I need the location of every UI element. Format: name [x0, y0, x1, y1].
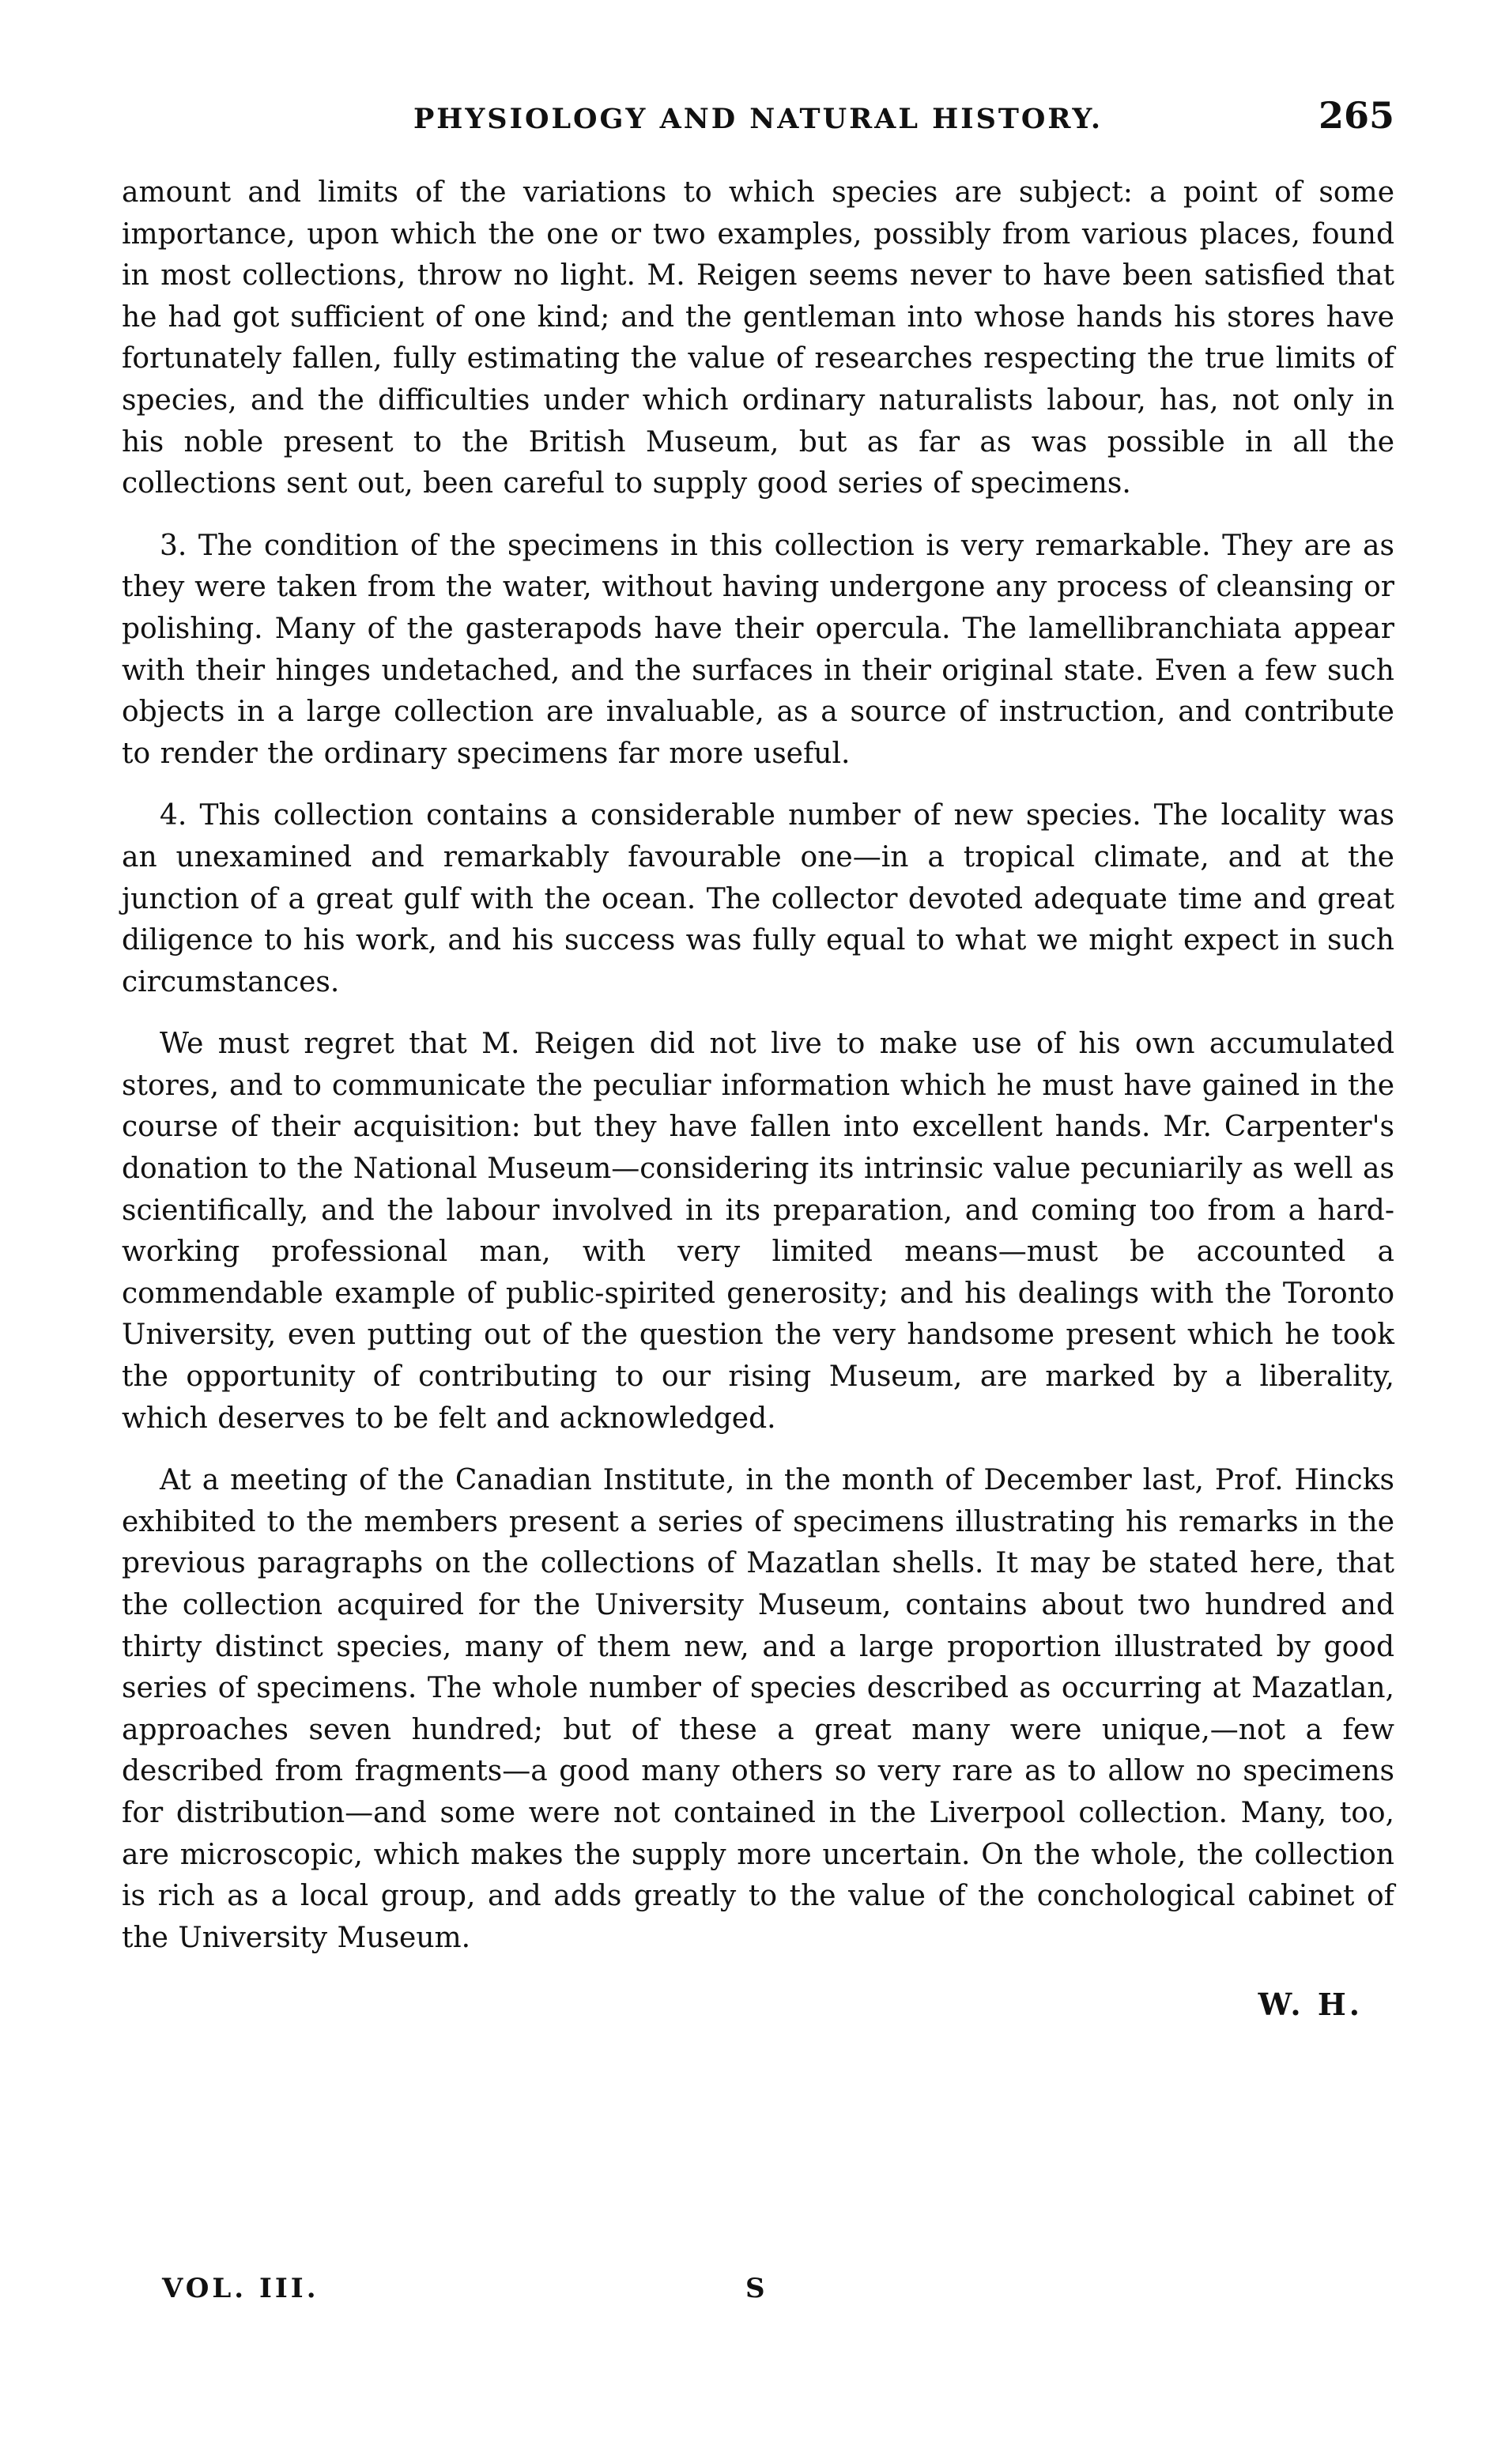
- paragraph-regret: We must regret that M. Reigen did not live to make use of his own accumulated stores, and to communicate the peculiar information which he must have gained in the course of their acquisition: but they have fallen into excellent hands. Mr. Carpenter's donation to the National Museum—considering its intrinsic value pecuniarily as well as scientifically, and the labour involved in its preparation, and coming too from a hard-working professional man, with very limited means—must be accounted a commendable example of public-spirited generosity; and his dealings with the Toronto University, even putting out of the question the very handsome present which he took the opportunity of contributing to our rising Museum, are marked by a liberality, which deserves to be felt and acknowledged.: [122, 1028, 1394, 1435]
- volume-label: VOL. III.: [162, 2273, 319, 2304]
- page-number: 265: [1318, 94, 1394, 137]
- paragraph-point-4: 4. This collection contains a considerable number of new species. The locality was an unexamined and remarkably favourable one—in a tropical climate, and at the junction of a great gulf with the ocean. The collector devoted adequate time and great diligence to his work, and his success was fully equal to what we might expect in such circumstances.: [122, 799, 1394, 998]
- paragraph-continuation: amount and limits of the variations to which species are subject: a point of some importance, upon which the one or two examples, possibly from various places, found in most collections, throw no light. M. Reigen seems never to have been satisfied that he had got sufficient of one kind; and the gentleman into whose hands his stores have fortunately fallen, fully estimating the value of researches respecting the true limits of species, and the difficulties under which ordinary naturalists labour, has, not only in his noble present to the British Museum, but as far as was possible in all the collections sent out, been careful to supply good series of specimens.: [122, 176, 1394, 500]
- paragraph-meeting: At a meeting of the Canadian Institute, in the month of December last, Prof. Hincks exhibited to the members present a series of specimens illustrating his remarks in the previous paragraphs on the collections of Mazatlan shells. It may be stated here, that the collection acquired for the University Museum, contains about two hundred and thirty distinct species, many of them new, and a large proportion illustrated by good series of specimens. The whole number of species described as occurring at Mazatlan, approaches seven hundred; but of these a great many were unique,—not a few described from fragments—a good many others so very rare as to allow no specimens for distribution—and some were not contained in the Liverpool collection. Many, too, are microscopic, which makes the supply more uncertain. On the whole, the collection is rich as a local group, and adds greatly to the value of the conchological cabinet of the University Museum.: [122, 1464, 1394, 1954]
- paragraph-point-3: 3. The condition of the specimens in this collection is very remarkable. They are as they were taken from the water, without having undergone any process of cleansing or polishing. Many of the gasterapods have their opercula. The lamellibranchiata appear with their hinges undetached, and the surfaces in their original state. Even a few such objects in a large collection are invaluable, as a source of instruction, and contribute to render the ordinary specimens far more useful.: [122, 529, 1394, 770]
- running-header: [122, 94, 1394, 149]
- signature-mark: S: [745, 2273, 765, 2304]
- author-signature: W. H.: [1258, 1987, 1363, 2023]
- page-footer: [162, 2269, 1348, 2313]
- running-title: PHYSIOLOGY AND NATURAL HISTORY.: [413, 103, 1104, 135]
- page-body: [122, 94, 1394, 2025]
